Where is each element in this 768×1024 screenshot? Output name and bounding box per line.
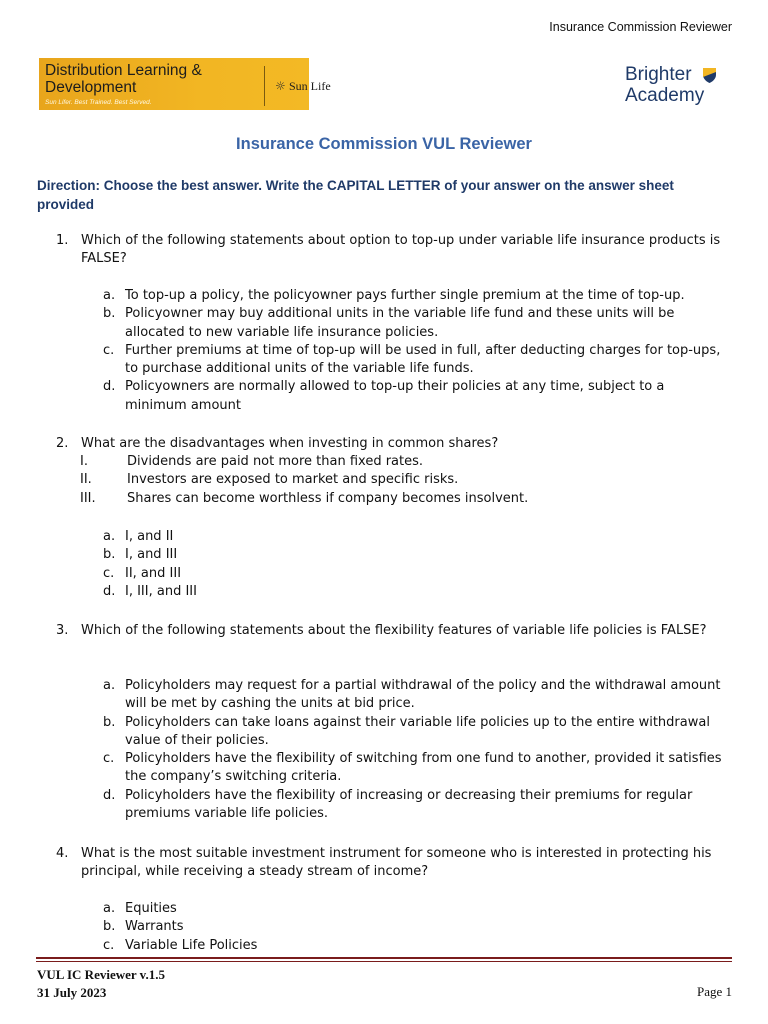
question-number: 3. bbox=[56, 623, 69, 638]
option bbox=[103, 342, 728, 379]
option-text: Warrants bbox=[125, 919, 184, 935]
option-letter: a. bbox=[103, 678, 116, 693]
direction-text: Direction: Choose the best answer. Write the CAPITAL LETTER of your answer on the answer sheet provided bbox=[37, 178, 674, 212]
option-letter: d. bbox=[103, 583, 116, 599]
option-text: I, and III bbox=[125, 547, 178, 563]
option bbox=[103, 378, 728, 415]
option bbox=[103, 528, 728, 546]
footer-divider bbox=[36, 957, 732, 959]
option-text: To top-up a policy, the policyowner pays further single premium at the time of top-up. bbox=[125, 288, 685, 303]
question-text: Which of the following statements about the flexibility features of variable life policies is FALSE? bbox=[81, 623, 707, 638]
option bbox=[103, 287, 728, 305]
option-letter: c. bbox=[103, 751, 115, 767]
option bbox=[103, 787, 728, 824]
option bbox=[103, 900, 728, 918]
statement bbox=[80, 490, 720, 508]
shield-icon bbox=[703, 68, 716, 83]
option-text: Policyholders have the flexibility of increasing or decreasing their premiums for regular premiums variable life policies. bbox=[125, 787, 693, 822]
option-letter: a. bbox=[103, 529, 116, 544]
question-1-options bbox=[103, 287, 728, 415]
question-text: Which of the following statements about option to top-up under variable life insurance products is FALSE? bbox=[81, 233, 721, 267]
option-text: Variable Life Policies bbox=[125, 937, 258, 953]
option-letter: b. bbox=[103, 714, 116, 730]
running-header: Insurance Commission Reviewer bbox=[549, 20, 732, 34]
question-1 bbox=[56, 232, 728, 269]
option-letter: d. bbox=[103, 787, 116, 803]
option-text: Equities bbox=[125, 901, 177, 916]
option-letter: b. bbox=[103, 306, 116, 322]
option bbox=[103, 546, 728, 564]
question-3 bbox=[56, 622, 728, 640]
distribution-learning-logo bbox=[39, 58, 331, 110]
dld-line2: Development bbox=[45, 79, 137, 96]
brighter-academy-logo bbox=[625, 64, 720, 112]
question-number: 4. bbox=[56, 846, 69, 861]
statement-text: Investors are exposed to market and specific risks. bbox=[127, 472, 459, 488]
question-number: 1. bbox=[56, 233, 69, 248]
date-label: 31 July 2023 bbox=[37, 985, 107, 1000]
statement-numeral: III. bbox=[80, 490, 96, 506]
option bbox=[103, 583, 728, 601]
sun-life-brand: Sun Life bbox=[289, 79, 331, 93]
question-text: What is the most suitable investment instrument for someone who is interested in protecting his principal, while receiving a steady stream of income? bbox=[81, 846, 712, 880]
option-letter: a. bbox=[103, 288, 116, 303]
option-text: Further premiums at time of top-up will be used in full, after deducting charges for top-ups, to purchase additional units of the variable life funds. bbox=[125, 342, 721, 377]
option-letter: a. bbox=[103, 901, 116, 916]
option-letter: b. bbox=[103, 547, 116, 563]
statement bbox=[80, 453, 720, 471]
option-letter: b. bbox=[103, 919, 116, 935]
option-text: Policyholders can take loans against their variable life policies up to the entire withdrawal value of their policies. bbox=[125, 714, 710, 748]
option bbox=[103, 565, 728, 583]
option-letter: c. bbox=[103, 565, 115, 581]
option-text: II, and III bbox=[125, 565, 182, 581]
statement-numeral: I. bbox=[80, 454, 88, 469]
option bbox=[103, 677, 728, 714]
dld-logo-text bbox=[45, 62, 225, 96]
option bbox=[103, 305, 728, 342]
option-letter: d. bbox=[103, 379, 116, 395]
footer-info bbox=[37, 966, 165, 1002]
page-title: Insurance Commission VUL Reviewer bbox=[236, 135, 532, 153]
question-3-options bbox=[103, 677, 728, 823]
footer-divider-thin bbox=[36, 961, 732, 962]
question-2-statements bbox=[80, 453, 720, 508]
statement-text: Shares can become worthless if company becomes insolvent. bbox=[127, 490, 529, 506]
option-text: Policyholders have the flexibility of switching from one fund to another, provided it satisfies the company’s switching criteria. bbox=[125, 751, 722, 785]
option bbox=[103, 918, 728, 936]
question-2 bbox=[56, 435, 728, 453]
statement-numeral: II. bbox=[80, 472, 92, 488]
option-text: I, and II bbox=[125, 529, 174, 544]
option bbox=[103, 750, 728, 787]
option bbox=[103, 937, 728, 955]
dld-tagline: Sun Lifer. Best Trained. Best Served. bbox=[45, 99, 152, 106]
option-letter: c. bbox=[103, 937, 115, 953]
page-number: Page 1 bbox=[696, 984, 732, 999]
brighter-text: Brighter bbox=[625, 64, 692, 85]
dld-line1: Distribution Learning & bbox=[45, 62, 202, 79]
question-number: 2. bbox=[56, 436, 69, 451]
question-2-options bbox=[103, 528, 728, 601]
logo-divider bbox=[264, 66, 265, 106]
version-label: VUL IC Reviewer v.1.5 bbox=[37, 967, 165, 982]
sun-icon: ☼ bbox=[275, 79, 286, 93]
question-4 bbox=[56, 845, 728, 882]
question-4-options bbox=[103, 900, 728, 955]
option-letter: c. bbox=[103, 342, 115, 358]
statement bbox=[80, 471, 720, 489]
option bbox=[103, 714, 728, 751]
option-text: I, III, and III bbox=[125, 583, 197, 599]
academy-text: Academy bbox=[625, 85, 705, 106]
option-text: Policyowner may buy additional units in the variable life fund and these units will be allocated to new variable life insurance policies. bbox=[125, 306, 675, 340]
statement-text: Dividends are paid not more than fixed rates. bbox=[127, 454, 424, 469]
option-text: Policyowners are normally allowed to top-up their policies at any time, subject to a minimum amount bbox=[125, 379, 665, 413]
question-text: What are the disadvantages when investing in common shares? bbox=[81, 436, 499, 451]
option-text: Policyholders may request for a partial withdrawal of the policy and the withdrawal amount will be met by cashing the units at bid price. bbox=[125, 678, 721, 712]
